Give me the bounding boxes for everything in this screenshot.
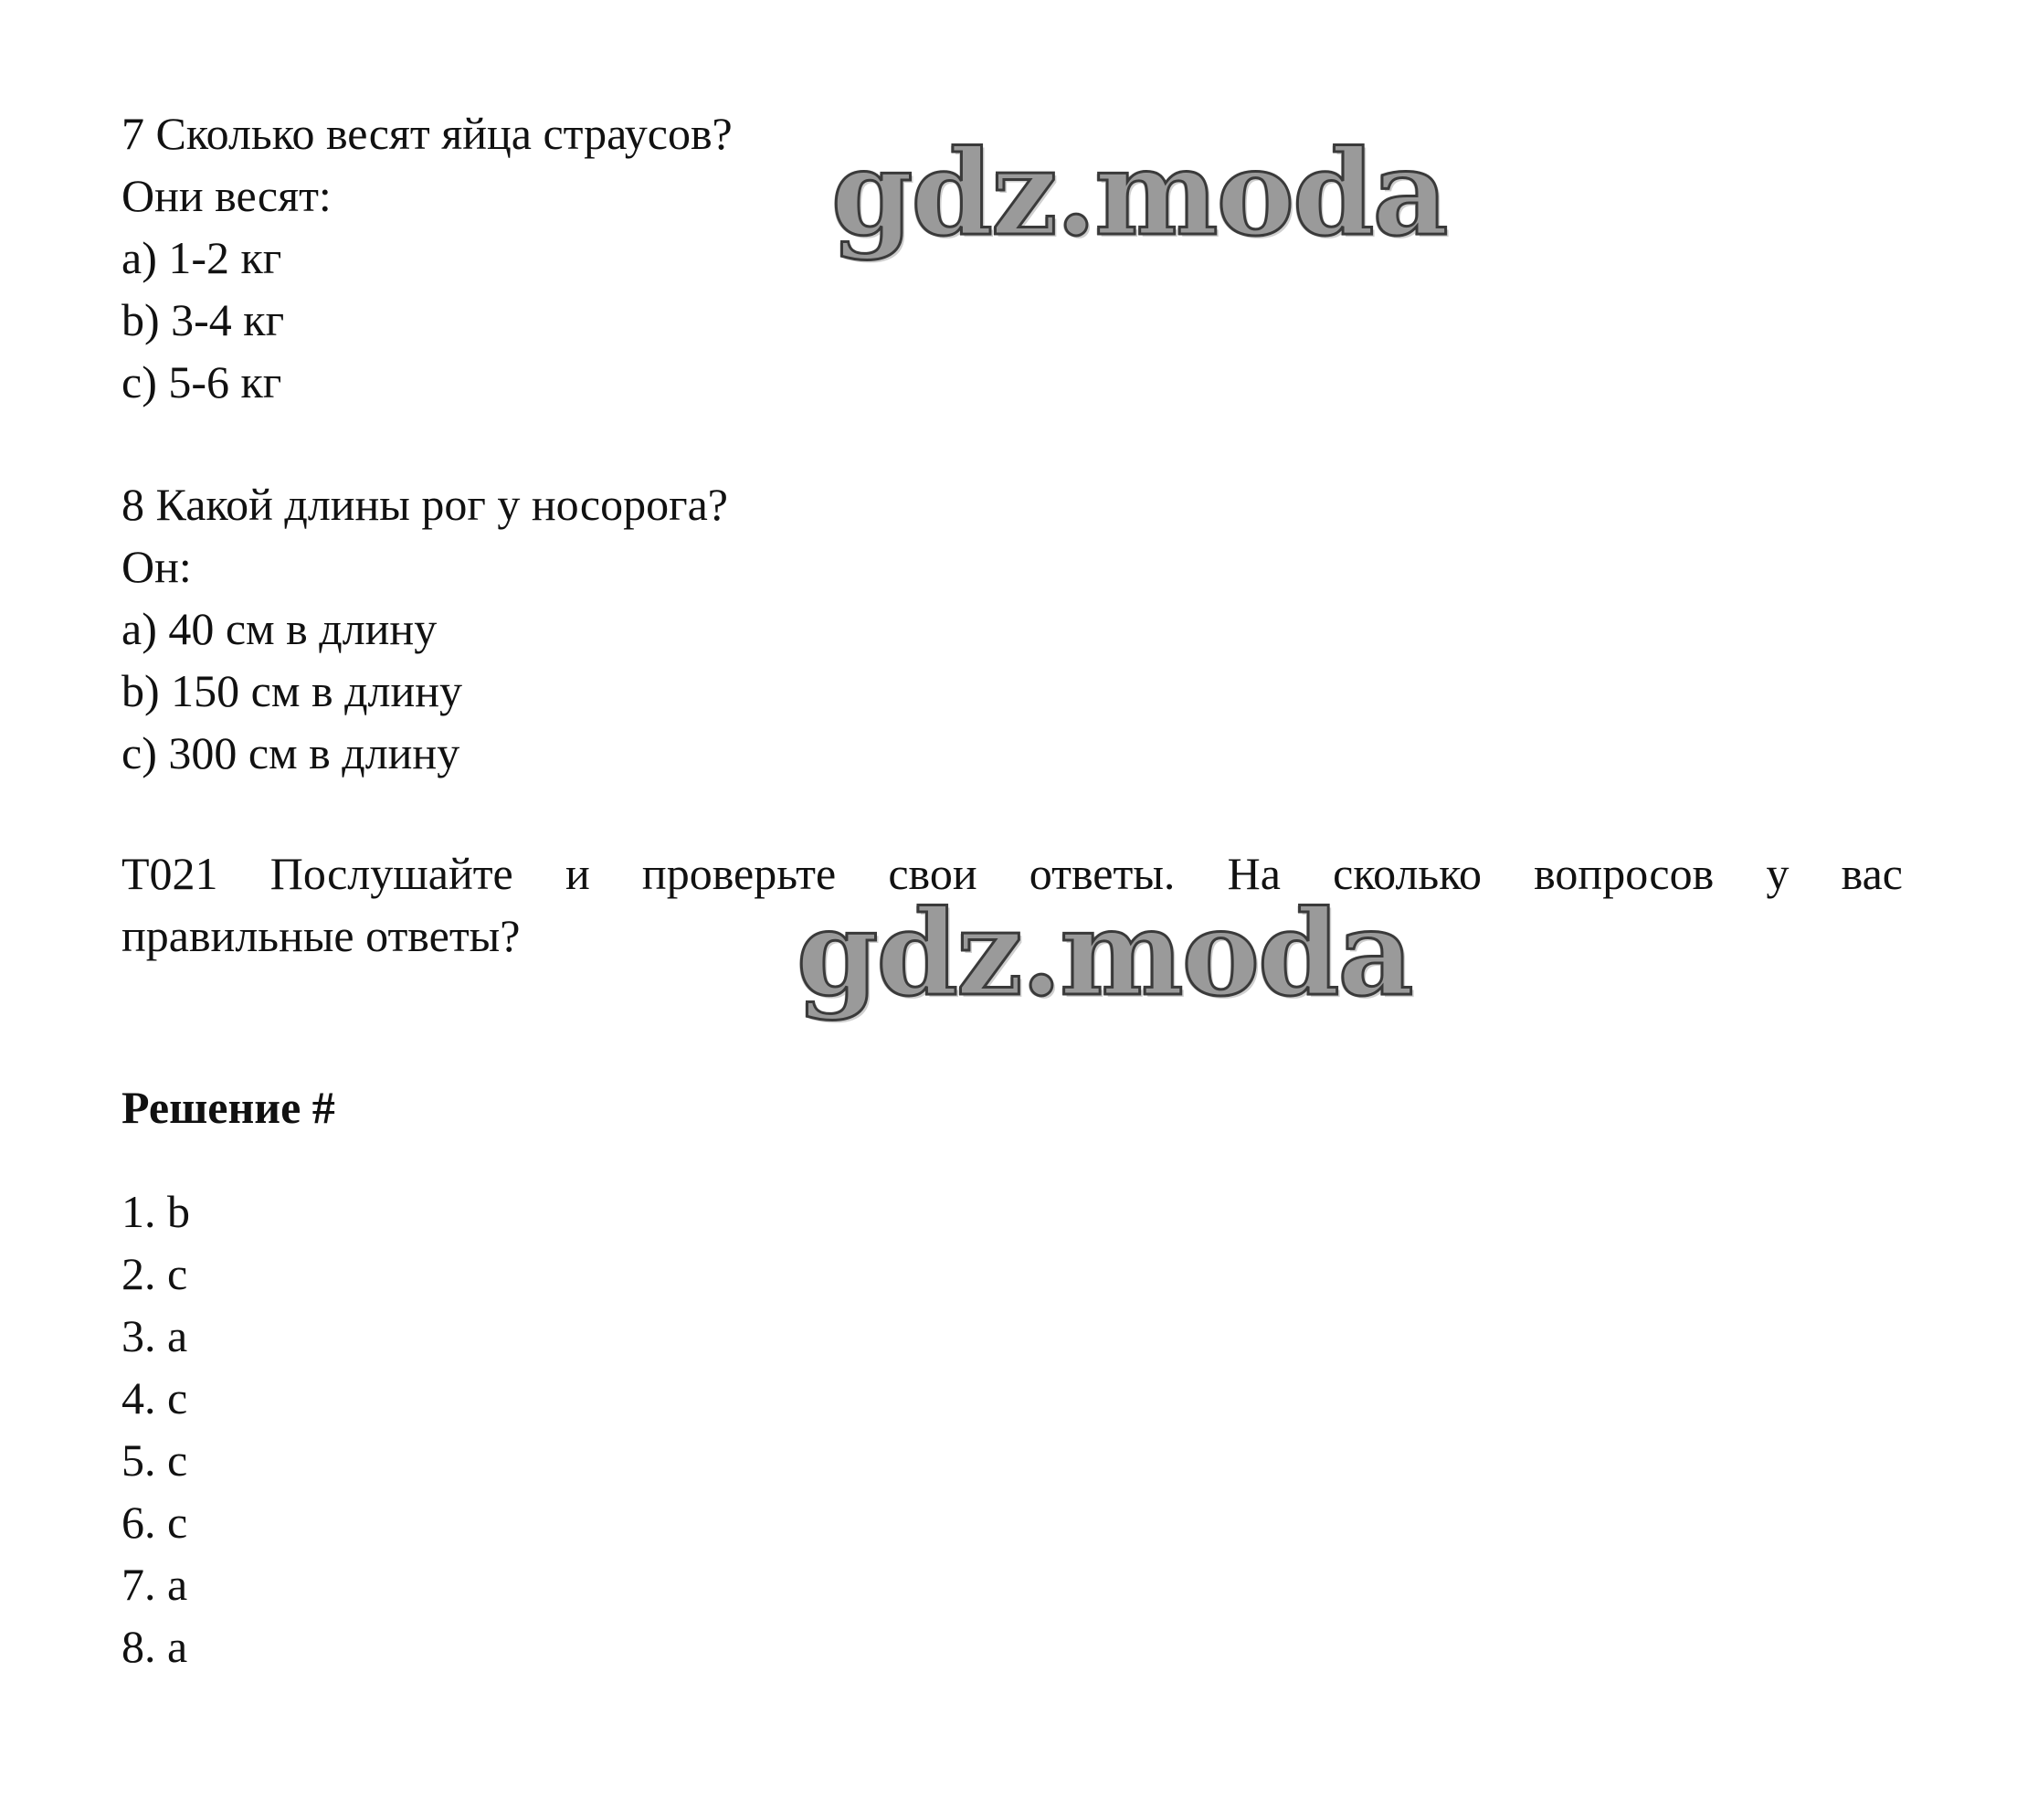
answer-item: 5. c [121, 1434, 188, 1486]
question-7-option-b: b) 3-4 кг [121, 294, 285, 345]
task-line-1: T021 Послушайте и проверьте свои ответы. На сколько вопросов у вас [121, 848, 1903, 899]
question-8-lead: Он: [121, 541, 192, 592]
question-8-option-a: a) 40 см в длину [121, 603, 438, 654]
answer-item: 7. a [121, 1559, 188, 1610]
question-8-option-b: b) 150 см в длину [121, 665, 462, 716]
answer-item: 8. a [121, 1621, 188, 1672]
question-8-option-c: c) 300 см в длину [121, 727, 460, 778]
answer-item: 4. c [121, 1372, 188, 1423]
question-7-text: 7 Сколько весят яйца страусов? [121, 108, 733, 159]
watermark-logo: gdz.moda [831, 125, 1447, 262]
question-7-lead: Они весят: [121, 170, 332, 221]
solution-heading: Решение # [121, 1082, 335, 1133]
question-7-option-a: a) 1-2 кг [121, 232, 282, 283]
watermark-logo: gdz.moda [797, 885, 1412, 1022]
answer-item: 6. c [121, 1497, 188, 1548]
question-7-option-c: c) 5-6 кг [121, 356, 282, 407]
task-line-2: правильные ответы? [121, 910, 521, 961]
answer-item: 1. b [121, 1186, 190, 1237]
answer-item: 2. c [121, 1248, 188, 1299]
answer-item: 3. a [121, 1310, 188, 1361]
question-8-text: 8 Какой длины рог у носорога? [121, 479, 728, 530]
